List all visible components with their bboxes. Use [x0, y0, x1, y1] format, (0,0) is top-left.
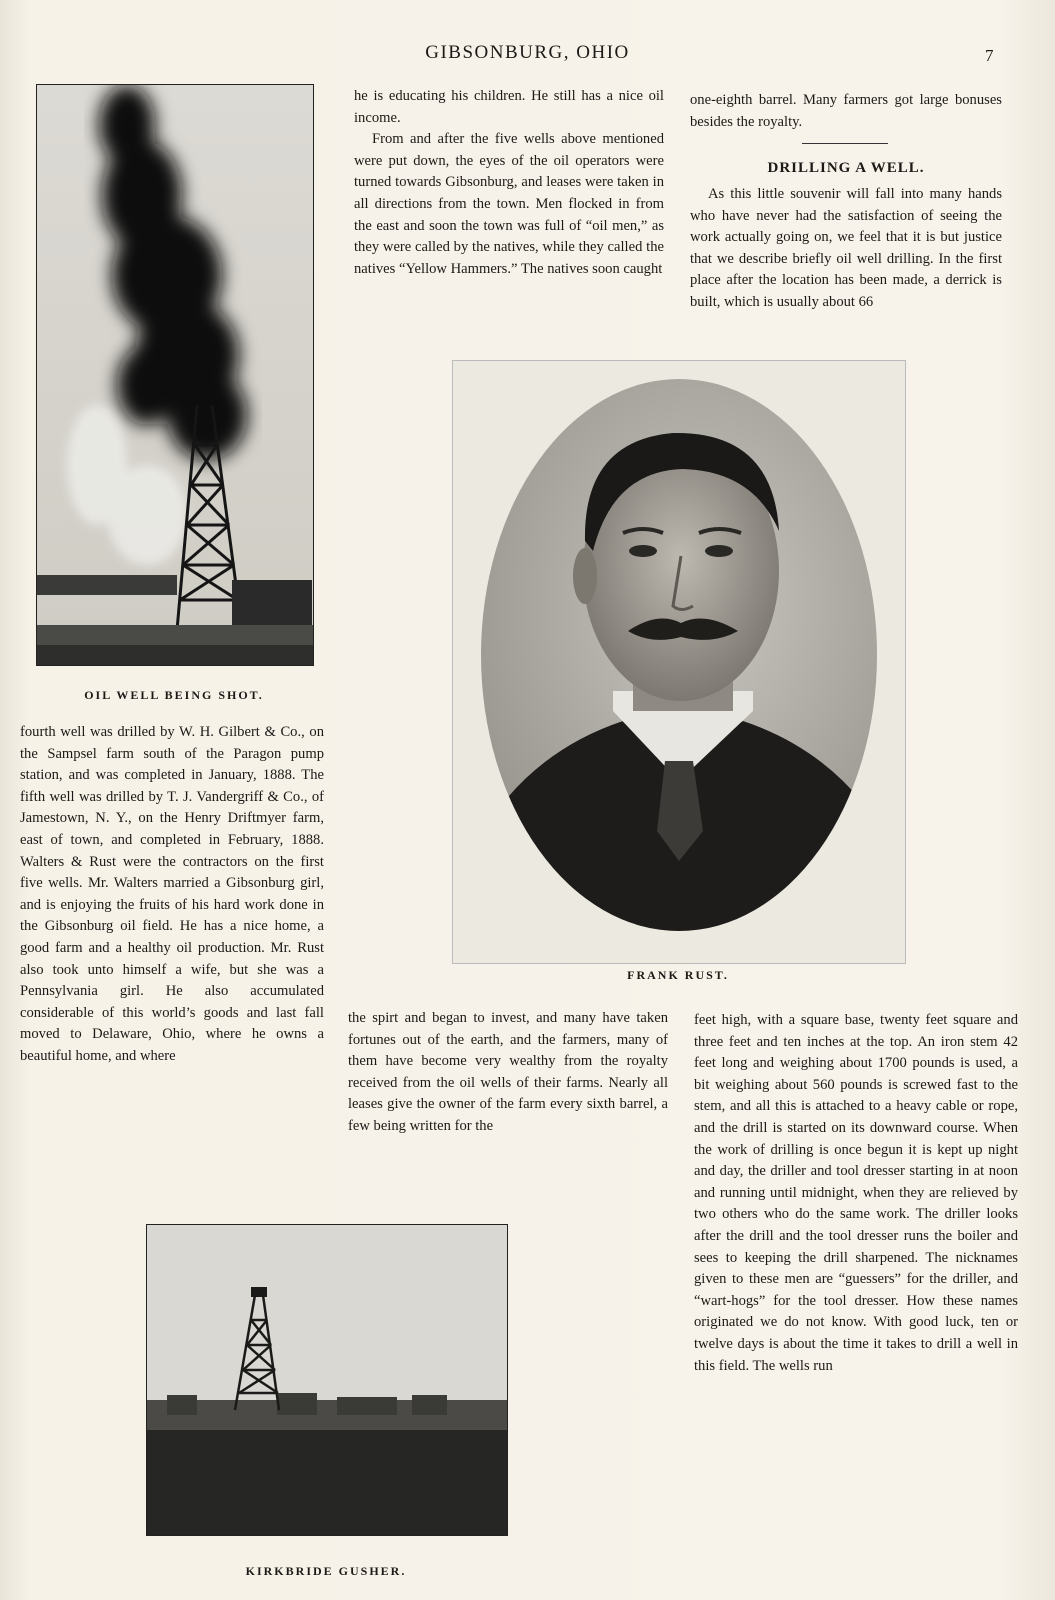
photo-portrait	[452, 360, 906, 964]
caption-oil-well: OIL WELL BEING SHOT.	[84, 688, 264, 702]
column2-top	[354, 86, 664, 280]
column2-paragraph-2: From and after the five wells above mentioned were put down, the eyes of the oil operators were turned towards Gibsonburg, and leases were taken in all directions from the town. Men flocked in from the east and soon the town was full of “oil men,” as they were called by the natives, while they called the natives “Yellow Hammers.” The natives soon caught	[354, 131, 664, 277]
column1-body	[20, 722, 324, 1068]
column3-top-body	[690, 184, 1002, 314]
page-number: 7	[985, 46, 994, 65]
column3-bottom	[694, 1010, 1018, 1377]
section-rule	[802, 143, 888, 144]
column3-paragraph-1: one-eighth barrel. Many farmers got large bonuses besides the royalty.	[690, 92, 1002, 130]
column3-bottom-paragraph: feet high, with a square base, twenty feet square and three feet and ten inches at the top. An iron stem 42 feet long and weighing about 1700 pounds is used, a bit weighing about 560 pounds is screwed fast to the stem, and all this is attached to a heavy cable or rope, and the drill is started on its downward course. When the work of drilling is once begun it is kept up night and day, the driller and tool dresser starting in at noon and running until midnight, when they are relieved by two others who do the same work. The driller looks after the drill and the tool dresser runs the boiler and sees to keeping the drill sharpened. The nicknames given to these men are “guessers” for the driller, and “wart-hogs” for the tool dresser. How these names originated we do not know. With good luck, ten or twelve days is about the time it takes to drill a well in this field. The wells run	[694, 1012, 1018, 1374]
section-heading: DRILLING A WELL.	[767, 160, 925, 176]
caption-gusher: KIRKBRIDE GUSHER.	[245, 1564, 407, 1578]
caption-portrait: FRANK RUST.	[627, 968, 729, 982]
column3-paragraph-2: As this little souvenir will fall into many hands who have never had the satisfaction of seeing the work actually going on, we feel that it is but justice that we describe briefly oil well drilling. In the first place after the location has been made, a derrick is built, which is usually about 66	[690, 186, 1002, 310]
photo-oil-well-being-shot	[36, 84, 314, 666]
running-header: GIBSONBURG, OHIO	[425, 42, 630, 63]
column2-paragraph-1: he is educating his children. He still has a nice oil income.	[354, 88, 664, 126]
photo-kirkbride-gusher	[146, 1224, 508, 1536]
column2-bottom	[348, 1008, 668, 1138]
column1-paragraph: fourth well was drilled by W. H. Gilbert & Co., on the Sampsel farm south of the Paragon pump station, and was completed in January, 1888. The fifth well was drilled by T. J. Vandergriff & Co., of Jamestown, N. Y., on the Henry Driftmyer farm, east of town, and completed in February, 1888. Walters & Rust were the contractors on the first five wells. Mr. Walters married a Gibsonburg girl, and is enjoying the fruits of his hard work done in the Gibsonburg oil field. He has a nice home, a good farm and a healthy oil production. Mr. Rust also took unto himself a wife, but she was a Pennsylvania girl. He also accumulated considerable of this world’s goods and last fall moved to Delaware, Ohio, where he owns a beautiful home, and where	[20, 724, 324, 1064]
column2-bottom-paragraph: the spirt and began to invest, and many have taken fortunes out of the earth, and the farmers, many of them have become very wealthy from the royalty received from the oil wells of their farms. Nearly all leases give the owner of the farm every sixth barrel, a few being written for the	[348, 1010, 668, 1134]
column3-top	[690, 90, 1002, 133]
